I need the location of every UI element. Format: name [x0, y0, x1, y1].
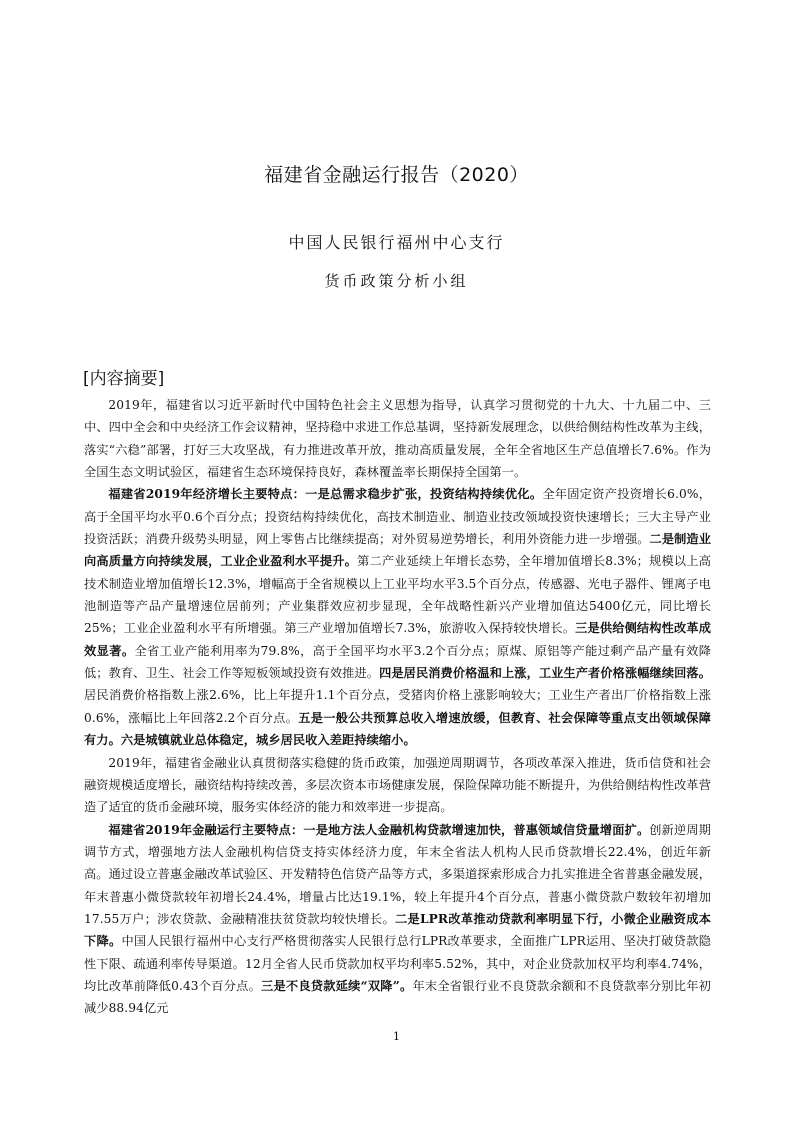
paragraph-text: 创新逆周期调节方式，增强地方法人金融机构信贷支持实体经济力度，年末全省法人机构人民币贷款增长22.4%，创近年新高。通过设立普惠金融改革试验区、开发精特色信贷产品等方式，多渠道探索形成合力扎实推进全省普惠金融发展，年末普惠小微贷款较年初增长24.4%，增量占比达19.1%，较上年提升4个百分点，普惠小微贷款户数较年初增加17.55万户；涉农贷款、金融精准扶贫贷款均较快增长。: [84, 822, 712, 926]
paragraph-overview: 2019年，福建省以习近平新时代中国特色社会主义思想为指导，认真学习贯彻党的十九大、十九届二中、三中、四中全会和中央经济工作会议精神，坚持稳中求进工作总基调，坚持新发展理念，以供给侧结构性改革为主线，落实“六稳”部署，打好三大攻坚战，有力推进改革开放，推动高质量发展，全年全省地区生产总值增长7.6%。作为全国生态文明试验区，福建省生态环境保持良好，森林覆盖率长期保持全国第一。: [84, 398, 711, 480]
paragraph-text: 全省工业产能利用率为79.8%，高于全国平均水平3.2个百分点；原煤、原铝等产能过剩产品产量有效降低；教育、卫生、社会工作等短板领域投资有效推进。: [84, 643, 711, 681]
bold-point: 四是居民消费价格温和上涨，工业生产者价格涨幅继续回落。: [379, 666, 711, 681]
paragraph-text: 中国人民银行福州中心支行严格贯彻落实人民银行总行LPR改革要求，全面推广LPR运用、坚决打破贷款隐性下限、疏通利率传导渠道。12月全省人民币贷款加权平均利率5.52%，其中，对企业贷款加权平均利率4.74%，均比改革前降低0.43个百分点。: [84, 934, 711, 993]
bold-point: 福建省2019年金融运行主要特点：一是地方法人金融机构贷款增速加快，普惠领域信贷量增面扩。: [108, 822, 650, 837]
paragraph-text: 第二产业延续上年增长态势，全年增加值增长8.3%；规模以上高技术制造业增加值增长12.3%，增幅高于全省规模以上工业平均水平3.5个百分点，传感器、光电子器件、锂离子电池制造等产品产量增速位居前列；产业集群效应初步显现，全年战略性新兴产业增加值达5400亿元，同比增长25%；工业企业盈利水平有所增强。第三产业增加值增长7.3%，旅游收入保持较快增长。: [84, 554, 711, 636]
bold-point: 三是供给侧结构性改革成效显著。: [84, 621, 711, 658]
organization-name: 中国人民银行福州中心支行: [288, 233, 505, 252]
bold-point: 二是制造业向高质量方向持续发展，工业企业盈利水平提升。: [84, 532, 711, 569]
paragraph-text: 全年固定资产投资增长6.0%，高于全国平均水平0.6个百分点；投资结构持续优化，高技术制造业、制造业技改领域投资快速增长；三大主导产业投资活跃；消费升级势头明显，网上零售占比继续提高；对外贸易逆势增长，利用外资能力进一步增强。: [84, 487, 711, 547]
paragraph-economy: [84, 483, 711, 751]
bold-point: 五是一般公共预算总收入增速放缓，但教育、社会保障等重点支出领域保障有力。六是城镇就业总体稳定，城乡居民收入差距持续缩小。: [84, 710, 711, 748]
paragraph-finance-policy: 2019年，福建省金融业认真贯彻落实稳健的货币政策，加强逆周期调节，各项改革深入推进，货币信贷和社会融资规模适度增长，融资结构持续改善，多层次资本市场健康发展，保险保障功能不断提升，为供给侧结构性改革营造了适宜的货币金融环境，服务实体经济的能力和效率进一步提高。: [84, 755, 711, 815]
abstract-heading: [内容摘要]: [83, 369, 165, 389]
bold-point: 福建省2019年经济增长主要特点：一是总需求稳步扩张，投资结构持续优化。: [108, 487, 543, 502]
abstract-body: [84, 394, 711, 1020]
report-title: 福建省金融运行报告（2020）: [264, 164, 529, 186]
paragraph-finance: [84, 819, 711, 1020]
paragraph-text: 居民消费价格指数上涨2.6%，比上年提升1.1个百分点，受猪肉价格上涨影响较大；工业生产者出厂价格指数上涨0.6%，涨幅比上年回落2.2个百分点。: [84, 688, 711, 725]
paragraph-text: 年末全省银行业不良贷款余额和不良贷款率分别比年初减少88.94亿元: [84, 978, 711, 1016]
group-name: 货币政策分析小组: [324, 272, 469, 290]
bold-point: 二是LPR改革推动贷款利率明显下行，小微企业融资成本下降。: [84, 911, 711, 949]
page-number: 1: [393, 1030, 400, 1043]
bold-point: 三是不良贷款延续“双降”。: [261, 978, 413, 993]
